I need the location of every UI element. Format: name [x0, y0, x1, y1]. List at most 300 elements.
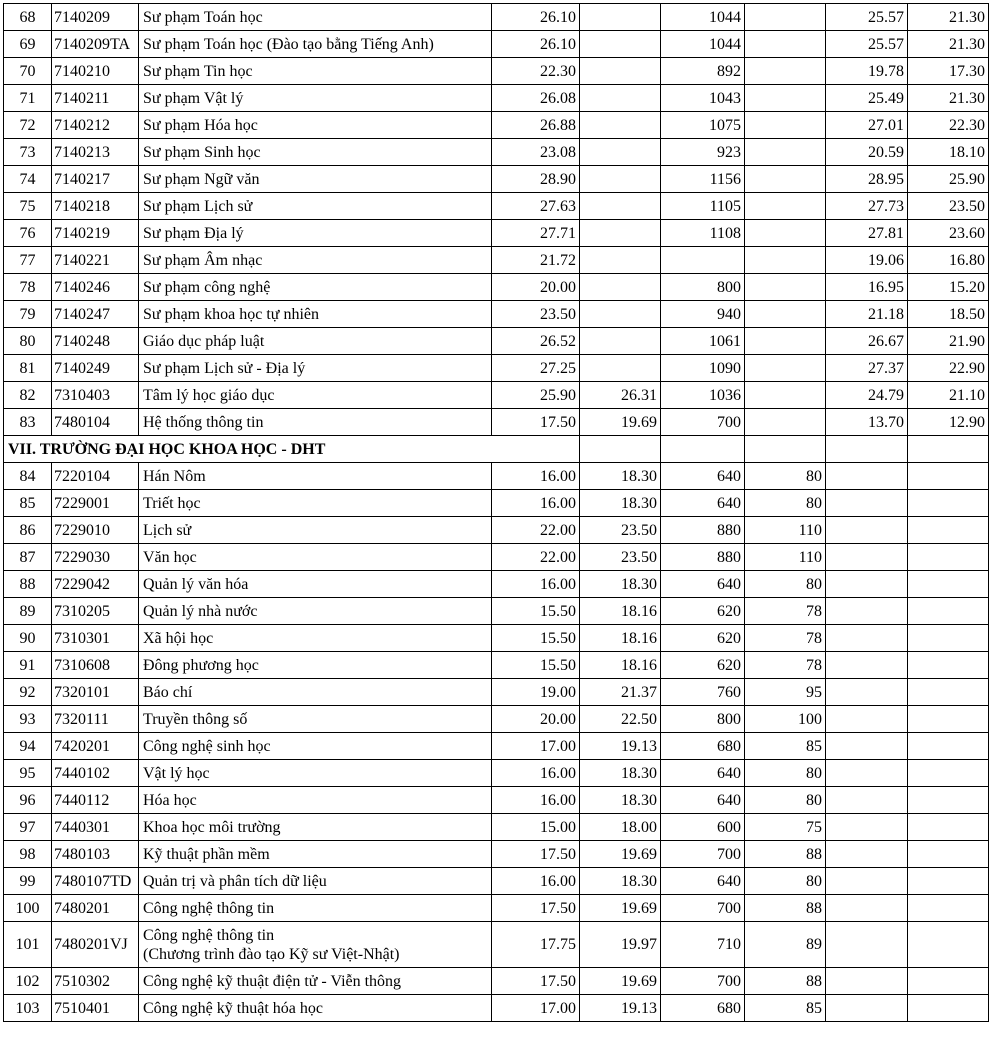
- score-col-8: [826, 490, 908, 517]
- score-col-4: 27.25: [492, 355, 580, 382]
- row-number: 91: [4, 652, 52, 679]
- program-code: 7320101: [52, 679, 139, 706]
- score-col-7: 80: [745, 463, 826, 490]
- program-code: 7140221: [52, 247, 139, 274]
- score-col-4: 22.30: [492, 58, 580, 85]
- score-col-6: 1108: [661, 220, 745, 247]
- score-col-8: [826, 787, 908, 814]
- score-col-7: 78: [745, 598, 826, 625]
- program-code: 7229001: [52, 490, 139, 517]
- table-row: [4, 193, 989, 220]
- score-col-5: [580, 58, 661, 85]
- score-col-9: 22.30: [908, 112, 989, 139]
- score-col-9: [908, 517, 989, 544]
- score-col-5: [580, 328, 661, 355]
- score-col-7: 75: [745, 814, 826, 841]
- table-row: [4, 301, 989, 328]
- score-col-6: 600: [661, 814, 745, 841]
- score-col-9: [908, 814, 989, 841]
- score-col-9: [908, 679, 989, 706]
- score-col-5: [580, 166, 661, 193]
- program-code: 7140210: [52, 58, 139, 85]
- score-col-5: 19.97: [580, 922, 661, 968]
- score-col-7: 89: [745, 922, 826, 968]
- score-col-5: 19.13: [580, 995, 661, 1022]
- score-col-5: [580, 112, 661, 139]
- score-col-8: [826, 706, 908, 733]
- score-col-9: 25.90: [908, 166, 989, 193]
- score-col-4: 17.75: [492, 922, 580, 968]
- program-code: 7140246: [52, 274, 139, 301]
- score-col-5: 26.31: [580, 382, 661, 409]
- score-col-9: 23.60: [908, 220, 989, 247]
- score-col-9: [908, 968, 989, 995]
- score-col-8: 26.67: [826, 328, 908, 355]
- score-col-5: 19.69: [580, 968, 661, 995]
- score-col-8: [826, 868, 908, 895]
- score-col-8: [826, 598, 908, 625]
- table-row: [4, 733, 989, 760]
- score-col-4: 26.10: [492, 31, 580, 58]
- program-name: Hán Nôm: [139, 463, 492, 490]
- score-col-6: 710: [661, 922, 745, 968]
- section-empty-cell: [745, 436, 826, 463]
- score-col-6: 700: [661, 841, 745, 868]
- score-col-6: 640: [661, 463, 745, 490]
- program-name: Vật lý học: [139, 760, 492, 787]
- score-col-7: 88: [745, 895, 826, 922]
- score-col-5: 18.30: [580, 571, 661, 598]
- program-code: 7480201: [52, 895, 139, 922]
- score-col-9: 23.50: [908, 193, 989, 220]
- table-row: [4, 706, 989, 733]
- score-col-6: 1044: [661, 4, 745, 31]
- score-col-9: [908, 544, 989, 571]
- score-col-8: [826, 995, 908, 1022]
- program-name: Văn học: [139, 544, 492, 571]
- row-number: 84: [4, 463, 52, 490]
- score-col-4: 22.00: [492, 544, 580, 571]
- score-col-5: [580, 355, 661, 382]
- section-header-row: [4, 436, 989, 463]
- program-code: 7140209: [52, 4, 139, 31]
- score-col-9: [908, 598, 989, 625]
- score-col-9: 21.30: [908, 31, 989, 58]
- row-number: 92: [4, 679, 52, 706]
- row-number: 73: [4, 139, 52, 166]
- score-col-8: [826, 517, 908, 544]
- program-code: 7140212: [52, 112, 139, 139]
- table-row: [4, 247, 989, 274]
- score-col-8: [826, 679, 908, 706]
- row-number: 77: [4, 247, 52, 274]
- program-name: Quản trị và phân tích dữ liệu: [139, 868, 492, 895]
- score-col-8: 13.70: [826, 409, 908, 436]
- table-row: [4, 4, 989, 31]
- row-number: 72: [4, 112, 52, 139]
- program-code: 7140249: [52, 355, 139, 382]
- row-number: 83: [4, 409, 52, 436]
- score-col-8: [826, 463, 908, 490]
- score-col-4: 15.50: [492, 625, 580, 652]
- score-col-4: 16.00: [492, 787, 580, 814]
- row-number: 96: [4, 787, 52, 814]
- table-row: [4, 409, 989, 436]
- score-col-4: 17.50: [492, 841, 580, 868]
- score-col-7: [745, 355, 826, 382]
- score-col-9: [908, 625, 989, 652]
- section-empty-cell: [908, 436, 989, 463]
- score-col-6: 1044: [661, 31, 745, 58]
- score-col-9: [908, 733, 989, 760]
- section-title: VII. TRƯỜNG ĐẠI HỌC KHOA HỌC - DHT: [4, 436, 580, 463]
- score-col-8: [826, 733, 908, 760]
- score-col-7: 80: [745, 571, 826, 598]
- score-col-4: 20.00: [492, 706, 580, 733]
- program-code: 7310608: [52, 652, 139, 679]
- score-col-7: [745, 139, 826, 166]
- score-col-8: 16.95: [826, 274, 908, 301]
- score-col-7: 80: [745, 787, 826, 814]
- score-col-4: 17.50: [492, 895, 580, 922]
- table-row: [4, 58, 989, 85]
- score-col-6: 640: [661, 490, 745, 517]
- section-empty-cell: [661, 436, 745, 463]
- score-col-4: 15.00: [492, 814, 580, 841]
- program-code: 7510401: [52, 995, 139, 1022]
- program-name: Sư phạm Hóa học: [139, 112, 492, 139]
- program-name: Tâm lý học giáo dục: [139, 382, 492, 409]
- row-number: 69: [4, 31, 52, 58]
- row-number: 76: [4, 220, 52, 247]
- program-name: Khoa học môi trường: [139, 814, 492, 841]
- score-col-7: [745, 31, 826, 58]
- table-row: [4, 85, 989, 112]
- program-name: Hệ thống thông tin: [139, 409, 492, 436]
- row-number: 87: [4, 544, 52, 571]
- row-number: 70: [4, 58, 52, 85]
- score-col-7: [745, 4, 826, 31]
- score-col-7: [745, 382, 826, 409]
- program-code: 7140219: [52, 220, 139, 247]
- score-col-4: 26.08: [492, 85, 580, 112]
- row-number: 95: [4, 760, 52, 787]
- table-row: [4, 841, 989, 868]
- score-col-9: 16.80: [908, 247, 989, 274]
- score-col-6: 640: [661, 868, 745, 895]
- program-name: Đông phương học: [139, 652, 492, 679]
- program-code: 7440102: [52, 760, 139, 787]
- score-col-6: 640: [661, 760, 745, 787]
- score-col-8: 25.57: [826, 31, 908, 58]
- score-col-7: 88: [745, 968, 826, 995]
- score-col-5: 18.30: [580, 490, 661, 517]
- row-number: 68: [4, 4, 52, 31]
- program-name: Công nghệ sinh học: [139, 733, 492, 760]
- score-col-7: [745, 58, 826, 85]
- table-row: [4, 139, 989, 166]
- score-col-9: [908, 490, 989, 517]
- score-col-9: 15.20: [908, 274, 989, 301]
- score-col-9: 17.30: [908, 58, 989, 85]
- score-col-5: 18.00: [580, 814, 661, 841]
- program-name: Sư phạm khoa học tự nhiên: [139, 301, 492, 328]
- section-empty-cell: [826, 436, 908, 463]
- program-name: Sư phạm Lịch sử: [139, 193, 492, 220]
- row-number: 75: [4, 193, 52, 220]
- row-number: 93: [4, 706, 52, 733]
- score-col-6: 1105: [661, 193, 745, 220]
- program-code: 7140247: [52, 301, 139, 328]
- score-col-8: 19.06: [826, 247, 908, 274]
- score-col-7: [745, 301, 826, 328]
- score-col-5: [580, 4, 661, 31]
- program-code: 7220104: [52, 463, 139, 490]
- score-col-6: 923: [661, 139, 745, 166]
- score-col-7: 80: [745, 760, 826, 787]
- score-col-8: 27.01: [826, 112, 908, 139]
- program-name: Công nghệ thông tin: [139, 895, 492, 922]
- score-col-4: 26.88: [492, 112, 580, 139]
- program-name: Quản lý nhà nước: [139, 598, 492, 625]
- score-col-5: 21.37: [580, 679, 661, 706]
- score-col-6: 700: [661, 968, 745, 995]
- score-col-7: [745, 220, 826, 247]
- row-number: 81: [4, 355, 52, 382]
- score-col-5: 18.16: [580, 652, 661, 679]
- program-name: Triết học: [139, 490, 492, 517]
- score-col-4: 27.71: [492, 220, 580, 247]
- program-code: 7140213: [52, 139, 139, 166]
- score-col-9: 21.30: [908, 4, 989, 31]
- table-row: [4, 328, 989, 355]
- score-col-7: [745, 85, 826, 112]
- admission-score-table: [3, 3, 989, 1022]
- score-col-7: [745, 409, 826, 436]
- row-number: 85: [4, 490, 52, 517]
- program-name: Kỹ thuật phần mềm: [139, 841, 492, 868]
- row-number: 100: [4, 895, 52, 922]
- score-col-5: 19.69: [580, 841, 661, 868]
- table-row: [4, 652, 989, 679]
- program-name: Sư phạm công nghệ: [139, 274, 492, 301]
- table-body-bottom: [4, 463, 989, 1022]
- program-name: Sư phạm Vật lý: [139, 85, 492, 112]
- score-col-6: 620: [661, 598, 745, 625]
- score-col-8: [826, 625, 908, 652]
- table-row: [4, 544, 989, 571]
- section-empty-cell: [580, 436, 661, 463]
- program-name: Sư phạm Lịch sử - Địa lý: [139, 355, 492, 382]
- score-col-4: 28.90: [492, 166, 580, 193]
- program-code: 7510302: [52, 968, 139, 995]
- score-col-6: 620: [661, 625, 745, 652]
- program-code: 7140248: [52, 328, 139, 355]
- program-code: 7140218: [52, 193, 139, 220]
- score-col-4: 17.00: [492, 995, 580, 1022]
- score-col-7: [745, 166, 826, 193]
- score-col-9: [908, 868, 989, 895]
- score-col-5: 18.16: [580, 625, 661, 652]
- program-name: Sư phạm Âm nhạc: [139, 247, 492, 274]
- table-row: [4, 814, 989, 841]
- score-col-6: 880: [661, 544, 745, 571]
- score-col-4: 15.50: [492, 652, 580, 679]
- score-col-4: 16.00: [492, 571, 580, 598]
- program-name: Sư phạm Toán học (Đào tạo bằng Tiếng Anh): [139, 31, 492, 58]
- table-row: [4, 274, 989, 301]
- program-code: 7140211: [52, 85, 139, 112]
- row-number: 86: [4, 517, 52, 544]
- score-col-7: 95: [745, 679, 826, 706]
- score-col-8: 27.73: [826, 193, 908, 220]
- score-col-5: 23.50: [580, 544, 661, 571]
- score-col-5: [580, 31, 661, 58]
- table-row: [4, 598, 989, 625]
- table-row: [4, 490, 989, 517]
- score-col-4: 22.00: [492, 517, 580, 544]
- score-col-6: 620: [661, 652, 745, 679]
- row-number: 79: [4, 301, 52, 328]
- score-col-7: [745, 247, 826, 274]
- program-code: 7480103: [52, 841, 139, 868]
- row-number: 89: [4, 598, 52, 625]
- table-row: [4, 895, 989, 922]
- score-col-6: 892: [661, 58, 745, 85]
- score-col-9: 18.50: [908, 301, 989, 328]
- program-name: Sư phạm Tin học: [139, 58, 492, 85]
- table-body-top: [4, 4, 989, 436]
- score-col-4: 19.00: [492, 679, 580, 706]
- score-col-8: [826, 544, 908, 571]
- program-code: 7310301: [52, 625, 139, 652]
- row-number: 97: [4, 814, 52, 841]
- table-row: [4, 355, 989, 382]
- score-col-5: [580, 247, 661, 274]
- score-col-6: 1061: [661, 328, 745, 355]
- score-col-5: 18.30: [580, 463, 661, 490]
- table-row: [4, 463, 989, 490]
- score-col-7: 78: [745, 652, 826, 679]
- table-row: [4, 968, 989, 995]
- score-col-5: [580, 220, 661, 247]
- score-col-6: 680: [661, 733, 745, 760]
- table-row: [4, 112, 989, 139]
- program-code: 7229030: [52, 544, 139, 571]
- score-col-7: [745, 328, 826, 355]
- score-col-9: [908, 995, 989, 1022]
- score-col-7: 100: [745, 706, 826, 733]
- score-col-7: 88: [745, 841, 826, 868]
- score-col-9: [908, 706, 989, 733]
- score-col-4: 26.52: [492, 328, 580, 355]
- score-col-9: [908, 787, 989, 814]
- score-col-5: 19.13: [580, 733, 661, 760]
- row-number: 102: [4, 968, 52, 995]
- program-code: 7310205: [52, 598, 139, 625]
- row-number: 101: [4, 922, 52, 968]
- score-col-6: 1090: [661, 355, 745, 382]
- score-col-6: 700: [661, 409, 745, 436]
- program-name: Quản lý văn hóa: [139, 571, 492, 598]
- score-col-6: 1156: [661, 166, 745, 193]
- score-col-9: [908, 463, 989, 490]
- row-number: 80: [4, 328, 52, 355]
- table-row: [4, 220, 989, 247]
- score-col-9: 21.10: [908, 382, 989, 409]
- table-row: [4, 571, 989, 598]
- score-col-7: 85: [745, 733, 826, 760]
- score-col-9: [908, 895, 989, 922]
- program-name: Công nghệ kỹ thuật điện tử - Viễn thông: [139, 968, 492, 995]
- score-col-7: 110: [745, 517, 826, 544]
- row-number: 88: [4, 571, 52, 598]
- table-row: [4, 760, 989, 787]
- program-name: Công nghệ kỹ thuật hóa học: [139, 995, 492, 1022]
- program-name: Hóa học: [139, 787, 492, 814]
- score-col-4: 26.10: [492, 4, 580, 31]
- table-row: [4, 995, 989, 1022]
- program-code: 7310403: [52, 382, 139, 409]
- score-col-5: [580, 274, 661, 301]
- score-col-6: 760: [661, 679, 745, 706]
- score-col-4: 25.90: [492, 382, 580, 409]
- program-name: Truyền thông số: [139, 706, 492, 733]
- row-number: 82: [4, 382, 52, 409]
- score-col-8: 20.59: [826, 139, 908, 166]
- score-col-5: [580, 301, 661, 328]
- score-col-6: 800: [661, 706, 745, 733]
- program-code: 7440301: [52, 814, 139, 841]
- row-number: 78: [4, 274, 52, 301]
- score-col-9: [908, 922, 989, 968]
- score-col-8: [826, 922, 908, 968]
- score-col-5: 23.50: [580, 517, 661, 544]
- score-col-4: 21.72: [492, 247, 580, 274]
- score-col-6: 1043: [661, 85, 745, 112]
- score-col-4: 23.08: [492, 139, 580, 166]
- score-col-8: [826, 968, 908, 995]
- score-col-7: 110: [745, 544, 826, 571]
- score-col-7: [745, 193, 826, 220]
- score-col-8: 21.18: [826, 301, 908, 328]
- score-col-6: 1036: [661, 382, 745, 409]
- score-col-6: 680: [661, 995, 745, 1022]
- program-code: 7480107TD: [52, 868, 139, 895]
- score-col-9: [908, 571, 989, 598]
- score-col-4: 17.00: [492, 733, 580, 760]
- score-col-8: 27.37: [826, 355, 908, 382]
- score-col-6: 800: [661, 274, 745, 301]
- row-number: 71: [4, 85, 52, 112]
- score-col-5: 18.30: [580, 787, 661, 814]
- score-col-6: [661, 247, 745, 274]
- score-col-6: 1075: [661, 112, 745, 139]
- table-row: [4, 922, 989, 968]
- row-number: 94: [4, 733, 52, 760]
- score-col-5: 19.69: [580, 895, 661, 922]
- row-number: 74: [4, 166, 52, 193]
- score-col-5: 22.50: [580, 706, 661, 733]
- program-name: Báo chí: [139, 679, 492, 706]
- score-col-4: 16.00: [492, 760, 580, 787]
- program-name-line-2: (Chương trình đào tạo Kỹ sư Việt-Nhật): [143, 945, 400, 963]
- program-name: [139, 922, 492, 968]
- score-col-7: [745, 112, 826, 139]
- program-name-line-1: Công nghệ thông tin: [143, 926, 275, 944]
- program-name: Giáo dục pháp luật: [139, 328, 492, 355]
- score-col-5: [580, 85, 661, 112]
